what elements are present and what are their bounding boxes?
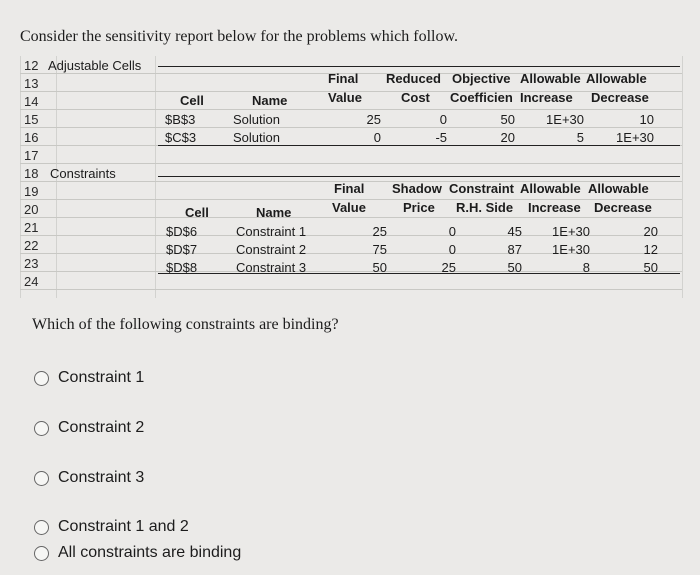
cell-ref: $D$7	[166, 242, 198, 257]
rh-side: 50	[507, 260, 522, 275]
row-number: 22	[24, 238, 39, 253]
constraint-name: Constraint 1	[236, 224, 307, 239]
intro-text: Consider the sensitivity report below for the problems which follow.	[20, 28, 458, 45]
cell-name: Solution	[233, 112, 280, 127]
header-cell: Cell	[180, 93, 204, 108]
option-constraint-1-and-2[interactable]	[34, 518, 189, 536]
grid-line	[20, 163, 682, 164]
constraints-title: Constraints	[50, 166, 116, 181]
shadow-price: 0	[448, 224, 456, 239]
row-number: 13	[24, 76, 39, 91]
row-number: 21	[24, 220, 39, 235]
option-label: Constraint 3	[58, 469, 145, 486]
option-constraint-3[interactable]	[34, 469, 144, 487]
header-value: Value	[332, 200, 366, 215]
rh-side: 87	[507, 242, 522, 257]
option-label: Constraint 2	[58, 419, 145, 436]
shadow-price: 25	[441, 260, 456, 275]
final-value: 25	[366, 112, 381, 127]
header-decrease: Decrease	[594, 200, 652, 215]
grid-line	[682, 56, 683, 298]
radio-button[interactable]	[34, 421, 49, 436]
row-number: 17	[24, 148, 39, 163]
header-allowable: Allowable	[520, 71, 581, 86]
row-number: 19	[24, 184, 39, 199]
adjustable-cells-title: Adjustable Cells	[48, 58, 142, 73]
constraint-name: Constraint 2	[236, 242, 307, 257]
row-number: 20	[24, 202, 39, 217]
option-label: All constraints are binding	[58, 544, 242, 561]
final-value: 25	[372, 224, 387, 239]
shadow-price: 0	[448, 242, 456, 257]
rh-side: 45	[507, 224, 522, 239]
option-all-binding[interactable]	[34, 544, 241, 562]
header-shadow: Shadow	[392, 181, 442, 196]
allowable-decrease: 10	[639, 112, 654, 127]
reduced-cost: -5	[435, 130, 447, 145]
option-label: Constraint 1 and 2	[58, 518, 189, 535]
header-price: Price	[403, 200, 435, 215]
radio-button[interactable]	[34, 371, 49, 386]
allowable-increase: 1E+30	[552, 224, 590, 239]
row-number: 23	[24, 256, 39, 271]
final-value: 0	[373, 130, 381, 145]
option-constraint-2[interactable]	[34, 419, 144, 437]
cell-ref: $D$6	[166, 224, 198, 239]
cell-ref: $D$8	[166, 260, 198, 275]
header-increase: Increase	[528, 200, 581, 215]
row-number: 14	[24, 94, 39, 109]
header-reduced: Reduced	[386, 71, 441, 86]
header-rh-side: R.H. Side	[456, 200, 514, 215]
allowable-decrease: 20	[643, 224, 658, 239]
allowable-increase: 8	[582, 260, 590, 275]
allowable-increase: 1E+30	[546, 112, 584, 127]
radio-button[interactable]	[34, 546, 49, 561]
row-number: 24	[24, 274, 39, 289]
constraint-name: Constraint 3	[236, 260, 307, 275]
allowable-increase: 5	[576, 130, 584, 145]
option-constraint-1[interactable]	[34, 369, 144, 387]
allowable-decrease: 50	[643, 260, 658, 275]
objective-coefficient: 20	[500, 130, 515, 145]
header-name: Name	[256, 205, 292, 220]
grid-line	[155, 56, 156, 298]
final-value: 75	[372, 242, 387, 257]
header-coefficient: Coefficien	[450, 90, 513, 105]
header-final: Final	[328, 71, 359, 86]
header-decrease: Decrease	[591, 90, 649, 105]
radio-button[interactable]	[34, 520, 49, 535]
header-objective: Objective	[452, 71, 511, 86]
allowable-increase: 1E+30	[552, 242, 590, 257]
sensitivity-report	[20, 56, 684, 298]
option-label: Constraint 1	[58, 369, 145, 386]
radio-button[interactable]	[34, 471, 49, 486]
cell-name: Solution	[233, 130, 280, 145]
final-value: 50	[372, 260, 387, 275]
header-constraint: Constraint	[449, 181, 514, 196]
header-increase: Increase	[520, 90, 573, 105]
row-number: 16	[24, 130, 39, 145]
header-name: Name	[252, 93, 288, 108]
header-final: Final	[334, 181, 365, 196]
grid-line	[20, 289, 682, 290]
header-cost: Cost	[401, 90, 430, 105]
header-allowable: Allowable	[520, 181, 581, 196]
row-number: 15	[24, 112, 39, 127]
objective-coefficient: 50	[500, 112, 515, 127]
header-allowable: Allowable	[588, 181, 649, 196]
allowable-decrease: 1E+30	[616, 130, 654, 145]
header-cell: Cell	[185, 205, 209, 220]
header-allowable: Allowable	[586, 71, 647, 86]
question-text: Which of the following constraints are binding?	[32, 316, 339, 333]
grid-line	[20, 56, 21, 298]
header-value: Value	[328, 90, 362, 105]
cell-ref: $C$3	[165, 130, 197, 145]
row-number: 12	[24, 58, 39, 73]
allowable-decrease: 12	[643, 242, 658, 257]
cell-ref: $B$3	[165, 112, 196, 127]
reduced-cost: 0	[439, 112, 447, 127]
row-number: 18	[24, 166, 39, 181]
